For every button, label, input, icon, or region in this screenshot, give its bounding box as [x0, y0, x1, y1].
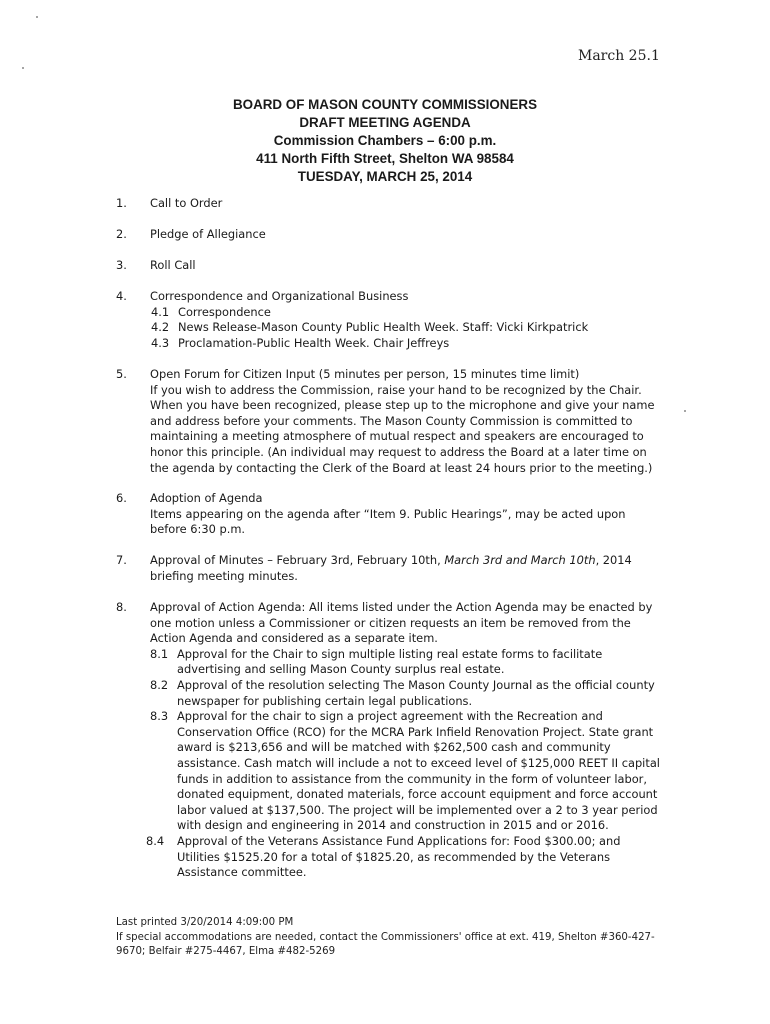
item-title: Call to Order — [150, 196, 223, 210]
scan-speck — [684, 410, 686, 412]
agenda-title: DRAFT MEETING AGENDA — [299, 115, 471, 130]
item-number: 3. — [116, 258, 127, 272]
scan-speck — [22, 67, 24, 69]
minutes-text: Approval of Minutes – February 3rd, February 10th, — [150, 553, 445, 567]
sub-item-text: Approval for the chair to sign a project agreement with the Recreation and Conservation Office (RCO) for the MCRA Park Infield Renovation Project. State grant award is $213,656 and will be matched with $262,500 cash and community assistance. Cash match will include a not to exceed level of $125,000 REET II capital funds in addition to assistance from the community in the form of volunteer labor, donated equipment, donated materials, force account equipment and force account labor valued at $137,500. The project will be implemented over a 2 to 3 year period with design and engineering in 2014 and construction in 2015 and or 2016. — [177, 709, 660, 833]
item-title: Pledge of Allegiance — [150, 227, 266, 241]
meeting-address: 411 North Fifth Street, Shelton WA 98584 — [256, 151, 514, 166]
sub-item — [150, 336, 660, 352]
sub-item-number: 4.1 — [151, 304, 170, 319]
sub-item-text: Approval of the resolution selecting The Mason County Journal as the official county newspaper for publishing certain legal publications. — [177, 677, 655, 708]
last-printed: Last printed 3/20/2014 4:09:00 PM — [116, 917, 294, 928]
date-stamp: March 25.1 — [578, 48, 660, 64]
sub-item-number: 8.3 — [150, 709, 169, 724]
item-detail: If you wish to address the Commission, raise your hand to be recognized by the Chair. When you have been recognized, please step up to the microphone and give your name and address before your comments. The Mason County Commission is committed to maintaining a meeting atmosphere of mutual respect and speakers are encouraged to honor this principle. (An individual may request to address the Board at a later time on the agenda by contacting the Clerk of the Board at least 24 hours prior to the meeting.) — [150, 382, 655, 475]
sub-item — [150, 320, 660, 336]
scan-speck — [36, 16, 38, 18]
sub-item-number: 4.3 — [151, 335, 170, 350]
sub-item — [150, 647, 660, 678]
item-title: Roll Call — [150, 258, 196, 272]
sub-item-text: News Release-Mason County Public Health Week. Staff: Vicki Kirkpatrick — [178, 320, 589, 335]
item-number: 4. — [116, 289, 127, 303]
item-number: 8. — [116, 600, 127, 614]
sub-item-number: 4.2 — [151, 320, 170, 335]
item-number: 6. — [116, 491, 127, 505]
page-footer — [116, 916, 656, 960]
minutes-dates-italic: March 3rd and March 10th — [444, 553, 596, 567]
item-title: Correspondence and Organizational Business — [150, 289, 409, 303]
accommodations-note: If special accommodations are needed, contact the Commissioners' office at ext. 419, Shelton #360-427-9670; Belfair #275-4467, Elma #482-5269 — [116, 931, 655, 958]
sub-item-number: 8.1 — [150, 646, 169, 661]
item-number: 7. — [116, 553, 127, 567]
sub-item-text: Approval of the Veterans Assistance Fund Applications for: Food $300.00; and Utilities $1525.20 for a total of $1825.20, as recommended by the Veterans Assistance committee. — [177, 833, 621, 880]
sub-item-number: 8.2 — [150, 677, 169, 692]
sub-item-text: Proclamation-Public Health Week. Chair Jeffreys — [178, 335, 450, 350]
sub-item-text: Correspondence — [178, 304, 271, 319]
sub-item-text: Approval for the Chair to sign multiple listing real estate forms to facilitate advertising and selling Mason County surplus real estate. — [177, 646, 603, 677]
meeting-location: Commission Chambers – 6:00 p.m. — [273, 133, 497, 148]
sub-item-number: 8.4 — [146, 833, 165, 848]
item-number: 2. — [116, 227, 127, 241]
sub-item — [150, 709, 660, 834]
board-title: BOARD OF MASON COUNTY COMMISSIONERS — [232, 97, 538, 112]
sub-item — [150, 678, 660, 709]
sub-item — [146, 834, 660, 881]
sub-item — [150, 305, 660, 321]
item-number: 5. — [116, 367, 127, 381]
agenda-header — [150, 96, 620, 186]
minutes-text-end: , 2014 briefing meeting minutes. — [150, 553, 632, 583]
item-number: 1. — [116, 196, 127, 210]
meeting-date: TUESDAY, MARCH 25, 2014 — [297, 169, 473, 184]
item-title: Adoption of Agenda — [150, 491, 263, 505]
item-detail: Items appearing on the agenda after “Item 9. Public Hearings”, may be acted upon before 6:30 p.m. — [150, 506, 626, 537]
item-title: Approval of Action Agenda: All items listed under the Action Agenda may be enacted by one motion unless a Commissioner or citizen requests an item be removed from the Action Agenda and considered as a separate item. — [150, 600, 653, 646]
item-title: Open Forum for Citizen Input (5 minutes per person, 15 minutes time limit) — [150, 367, 580, 381]
item-title — [150, 553, 660, 584]
